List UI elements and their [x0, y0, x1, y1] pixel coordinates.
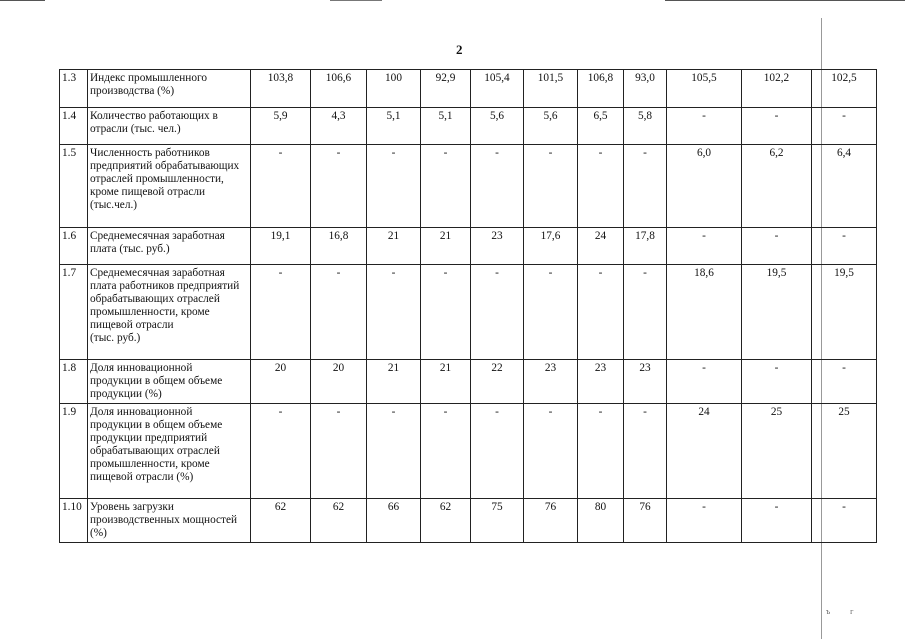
value-cell: - [471, 404, 524, 499]
indicator-name-line: (тыс. руб.) [90, 332, 141, 344]
indicator-name-line: плата работников предприятий [90, 280, 240, 292]
value-cell: 76 [524, 499, 578, 543]
value-cell: 6,4 [812, 145, 877, 228]
indicator-name [88, 108, 251, 145]
table-row [60, 360, 877, 404]
value-cell: 66 [367, 499, 421, 543]
value-cell: - [471, 265, 524, 360]
value-cell: 76 [624, 499, 667, 543]
value-cell: 80 [578, 499, 624, 543]
row-number: 1.6 [60, 228, 88, 265]
value-cell: 5,1 [367, 108, 421, 145]
indicator-name-line: Среднемесячная заработная [90, 267, 225, 279]
scan-top-line-right [665, 0, 905, 1]
indicator-name-line: производства (%) [90, 85, 175, 97]
indicator-name [88, 404, 251, 499]
value-cell: 17,8 [624, 228, 667, 265]
indicator-name-line: (тыс.чел.) [90, 199, 138, 211]
value-cell: 20 [311, 360, 367, 404]
indicator-name-line: продукции в общем объеме [90, 375, 223, 387]
value-cell: 62 [311, 499, 367, 543]
value-cell: 62 [251, 499, 311, 543]
value-cell: - [367, 145, 421, 228]
value-cell: 6,2 [742, 145, 812, 228]
table-row [60, 265, 877, 360]
value-cell: 6,0 [667, 145, 742, 228]
indicator-name [88, 70, 251, 108]
value-cell: - [311, 145, 367, 228]
value-cell: - [812, 108, 877, 145]
indicator-name-line: Доля инновационной [90, 406, 193, 418]
value-cell: 21 [421, 360, 471, 404]
indicator-name-line: Среднемесячная заработная [90, 230, 225, 242]
indicator-name-line: продукции в общем объеме [90, 419, 223, 431]
value-cell: 75 [471, 499, 524, 543]
value-cell: 21 [367, 360, 421, 404]
value-cell: 102,5 [812, 70, 877, 108]
indicator-name-line: Количество работающих в [90, 110, 218, 122]
value-cell: 23 [524, 360, 578, 404]
indicator-name-line: пищевой отрасли [90, 319, 174, 331]
table-row [60, 228, 877, 265]
value-cell: - [421, 145, 471, 228]
row-number: 1.9 [60, 404, 88, 499]
indicator-name-line: продукции предприятий [90, 432, 208, 444]
indicator-name-line: отраслей промышленности, [90, 173, 224, 185]
value-cell: - [667, 360, 742, 404]
value-cell: - [667, 499, 742, 543]
indicator-name [88, 265, 251, 360]
value-cell: 25 [742, 404, 812, 499]
value-cell: - [812, 360, 877, 404]
value-cell: - [251, 265, 311, 360]
value-cell: 22 [471, 360, 524, 404]
indicator-name-line: пищевой отрасли (%) [90, 471, 194, 483]
indicator-name-line: продукции (%) [90, 388, 162, 400]
indicator-name-line: (%) [90, 527, 107, 539]
value-cell: - [624, 145, 667, 228]
row-number: 1.5 [60, 145, 88, 228]
value-cell: - [471, 145, 524, 228]
value-cell: - [578, 265, 624, 360]
value-cell: - [812, 499, 877, 543]
table-row [60, 499, 877, 543]
table-row [60, 145, 877, 228]
value-cell: 5,6 [471, 108, 524, 145]
value-cell: - [742, 360, 812, 404]
row-number: 1.10 [60, 499, 88, 543]
row-number: 1.3 [60, 70, 88, 108]
indicator-name [88, 499, 251, 543]
value-cell: 4,3 [311, 108, 367, 145]
value-cell: 21 [367, 228, 421, 265]
value-cell: 19,5 [812, 265, 877, 360]
value-cell: 19,1 [251, 228, 311, 265]
value-cell: - [251, 404, 311, 499]
value-cell: - [524, 404, 578, 499]
value-cell: 16,8 [311, 228, 367, 265]
value-cell: - [524, 265, 578, 360]
value-cell: 18,6 [667, 265, 742, 360]
indicator-name-line: Доля инновационной [90, 362, 193, 374]
value-cell: 5,6 [524, 108, 578, 145]
value-cell: 105,4 [471, 70, 524, 108]
scan-top-line-mid [330, 0, 382, 1]
value-cell: 25 [812, 404, 877, 499]
value-cell: 62 [421, 499, 471, 543]
indicator-name-line: отрасли (тыс. чел.) [90, 123, 181, 135]
value-cell: 106,6 [311, 70, 367, 108]
value-cell: - [742, 499, 812, 543]
indicator-name-line: плата (тыс. руб.) [90, 243, 170, 255]
value-cell: 20 [251, 360, 311, 404]
indicator-name-line: обрабатывающих отраслей [90, 445, 220, 457]
indicator-name-line: производственных мощностей [90, 514, 238, 526]
value-cell: 92,9 [421, 70, 471, 108]
value-cell: 6,5 [578, 108, 624, 145]
value-cell: 19,5 [742, 265, 812, 360]
scan-marks: ъ г [826, 607, 854, 616]
value-cell: - [311, 404, 367, 499]
value-cell: 100 [367, 70, 421, 108]
indicator-name-line: обрабатывающих отраслей [90, 293, 220, 305]
scan-top-line-left [0, 0, 45, 1]
value-cell: - [367, 265, 421, 360]
indicator-name-line: предприятий обрабатывающих [90, 160, 240, 172]
value-cell: - [251, 145, 311, 228]
indicator-name-line: кроме пищевой отрасли [90, 186, 206, 198]
value-cell: - [367, 404, 421, 499]
value-cell: 106,8 [578, 70, 624, 108]
indicator-name [88, 145, 251, 228]
value-cell: 101,5 [524, 70, 578, 108]
value-cell: - [421, 404, 471, 499]
value-cell: - [578, 404, 624, 499]
value-cell: - [578, 145, 624, 228]
value-cell: - [812, 228, 877, 265]
indicator-name-line: Численность работников [90, 147, 210, 159]
value-cell: 17,6 [524, 228, 578, 265]
row-number: 1.7 [60, 265, 88, 360]
value-cell: - [624, 265, 667, 360]
value-cell: - [667, 228, 742, 265]
value-cell: 23 [471, 228, 524, 265]
table-row [60, 404, 877, 499]
value-cell: 21 [421, 228, 471, 265]
value-cell: 23 [624, 360, 667, 404]
indicator-name-line: промышленности, кроме [90, 458, 210, 470]
row-number: 1.4 [60, 108, 88, 145]
value-cell: - [524, 145, 578, 228]
value-cell: - [667, 108, 742, 145]
indicator-name-line: Уровень загрузки [90, 501, 174, 513]
indicator-name-line: промышленности, кроме [90, 306, 210, 318]
indicators-table [59, 69, 877, 543]
indicator-name-line: Индекс промышленного [90, 72, 207, 84]
value-cell: - [742, 228, 812, 265]
value-cell: 5,8 [624, 108, 667, 145]
table-body [60, 70, 877, 543]
value-cell: 93,0 [624, 70, 667, 108]
value-cell: - [624, 404, 667, 499]
value-cell: - [421, 265, 471, 360]
value-cell: 103,8 [251, 70, 311, 108]
value-cell: 102,2 [742, 70, 812, 108]
table-row [60, 70, 877, 108]
value-cell: 23 [578, 360, 624, 404]
indicator-name [88, 360, 251, 404]
value-cell: - [311, 265, 367, 360]
value-cell: 24 [667, 404, 742, 499]
value-cell: 5,9 [251, 108, 311, 145]
value-cell: - [742, 108, 812, 145]
row-number: 1.8 [60, 360, 88, 404]
value-cell: 5,1 [421, 108, 471, 145]
value-cell: 105,5 [667, 70, 742, 108]
indicator-name [88, 228, 251, 265]
value-cell: 24 [578, 228, 624, 265]
table-row [60, 108, 877, 145]
page-number: 2 [456, 42, 463, 57]
